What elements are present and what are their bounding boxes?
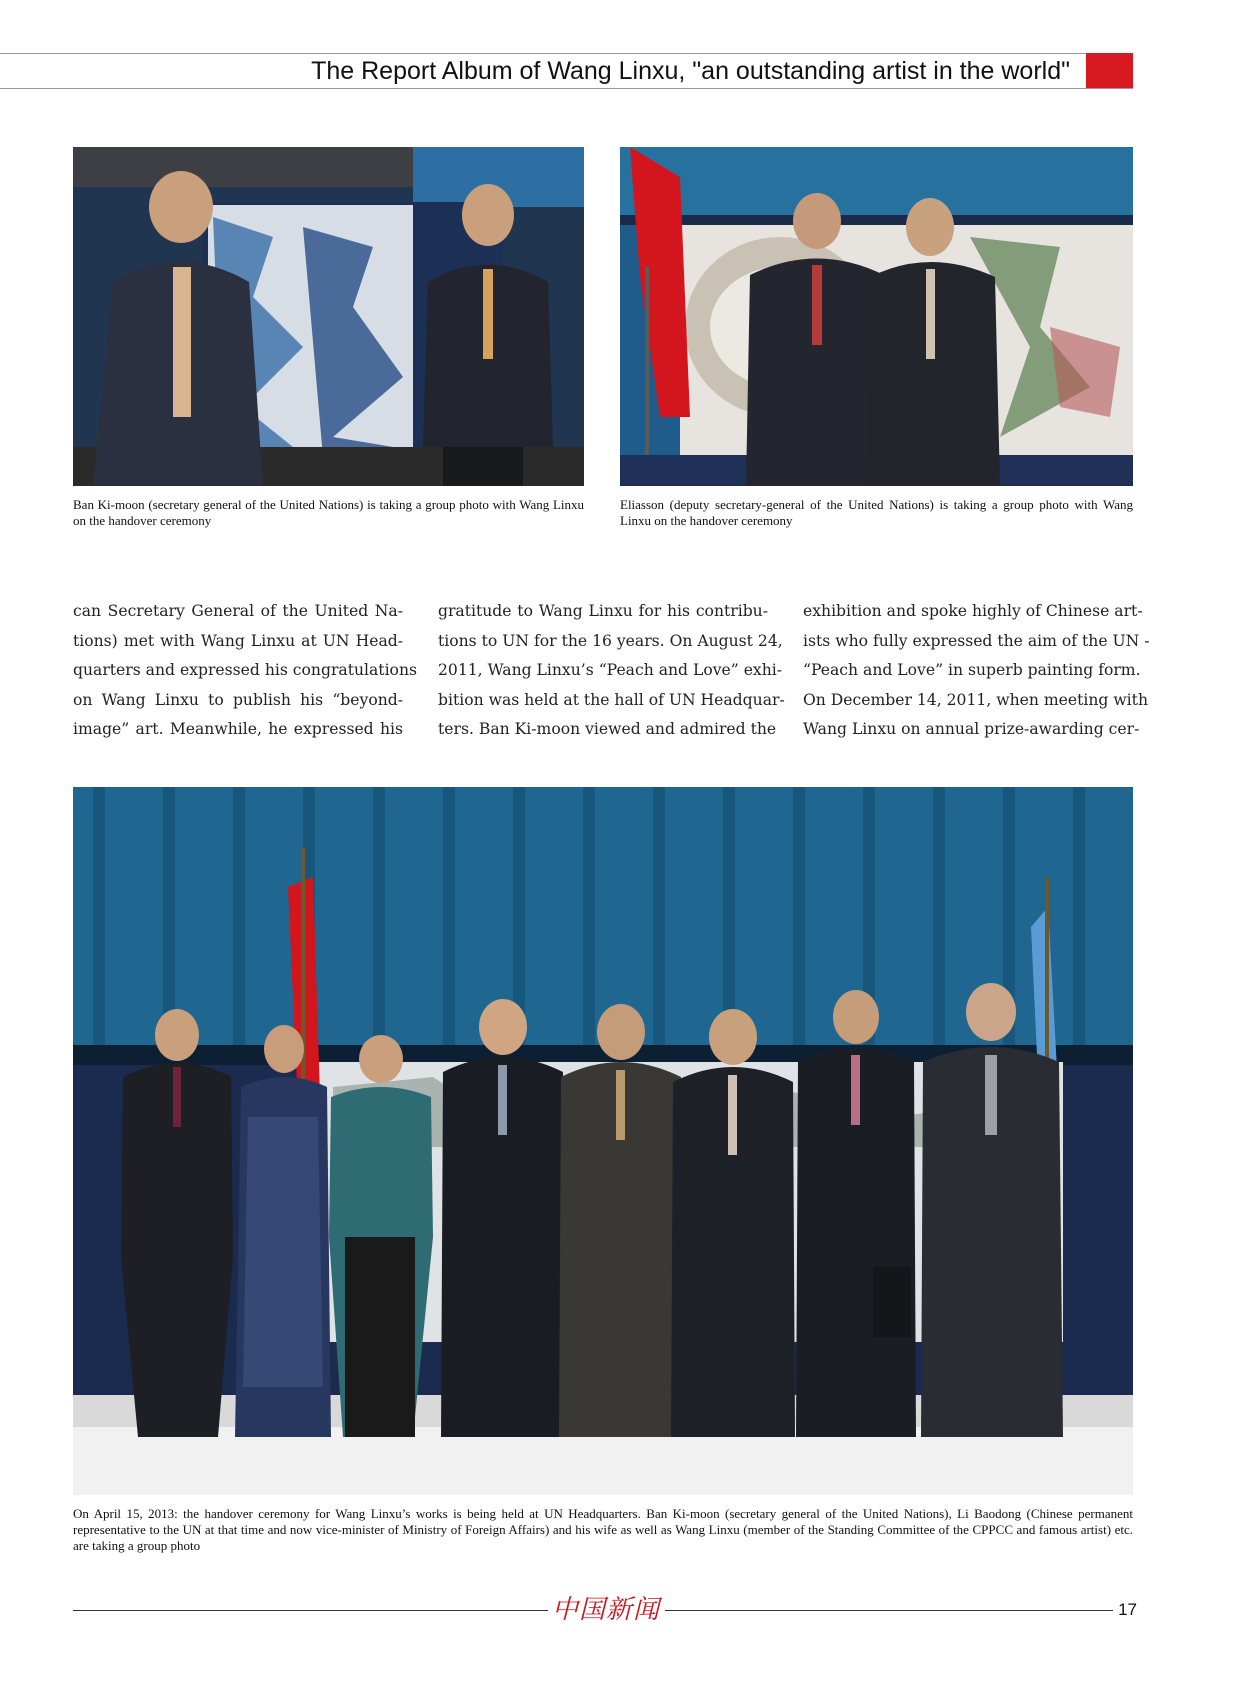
body-line: ters. Ban Ki-moon viewed and admired the [438, 720, 777, 738]
caption-bottom: On April 15, 2013: the handover ceremony for Wang Linxu’s works is being held at UN Headquarters. Ban Ki-moon (secretary general of the United Nations), Li Baodong (Chinese permanent representative to the UN at that time and now vice-minister of Ministry of Foreign Affairs) and his wife as well as Wang Linxu (member of the Standing Committee of the CPPCC and famous artist) etc. are taking a group photo [73, 1506, 1133, 1553]
body-line: image” art. Meanwhile, he expressed his [73, 720, 403, 738]
body-column-3 [803, 597, 1150, 745]
body-line: tions) met with Wang Linxu at UN Head- [73, 631, 403, 650]
footer-logo: 中国新闻 [551, 1595, 660, 1625]
footer-rule-left [73, 1610, 548, 1611]
page-header-title: The Report Album of Wang Linxu, "an outstanding artist in the world" [311, 57, 1070, 85]
footer-rule-right [665, 1610, 1113, 1611]
body-column-1 [73, 597, 417, 745]
body-line: ists who fully expressed the aim of the UN - [803, 631, 1150, 650]
body-line: on Wang Linxu to publish his “beyond- [73, 690, 403, 709]
photo-handover-ceremony-group [73, 787, 1133, 1495]
body-line: 2011, Wang Linxu’s “Peach and Love” exhi- [438, 661, 783, 679]
header-accent-block [1086, 53, 1133, 89]
photo-eliasson-with-wang-linxu [620, 147, 1133, 486]
body-line: can Secretary General of the United Na- [73, 602, 403, 620]
body-line: tions to UN for the 16 years. On August 24, [438, 631, 783, 650]
page-number: 17 [1118, 1600, 1137, 1619]
header-rule-bottom [0, 88, 1133, 89]
body-line: Wang Linxu on annual prize-awarding cer- [803, 720, 1140, 738]
caption-top-left: Ban Ki-moon (secretary general of the United Nations) is taking a group photo with Wang Linxu on the handover ceremony [73, 497, 584, 528]
body-line: quarters and expressed his congratulations [73, 661, 417, 679]
body-line: On December 14, 2011, when meeting with [803, 690, 1148, 709]
body-line: bition was held at the hall of UN Headquar- [438, 690, 785, 709]
body-line: gratitude to Wang Linxu for his contribu- [438, 602, 768, 620]
photo-ban-ki-moon-with-wang-linxu [73, 147, 584, 486]
body-line: exhibition and spoke highly of Chinese art- [803, 602, 1143, 620]
caption-top-right: Eliasson (deputy secretary-general of the United Nations) is taking a group photo with Wang Linxu on the handover ceremony [620, 497, 1133, 528]
body-line: “Peach and Love” in superb painting form. [803, 661, 1141, 679]
body-column-2 [438, 597, 785, 745]
